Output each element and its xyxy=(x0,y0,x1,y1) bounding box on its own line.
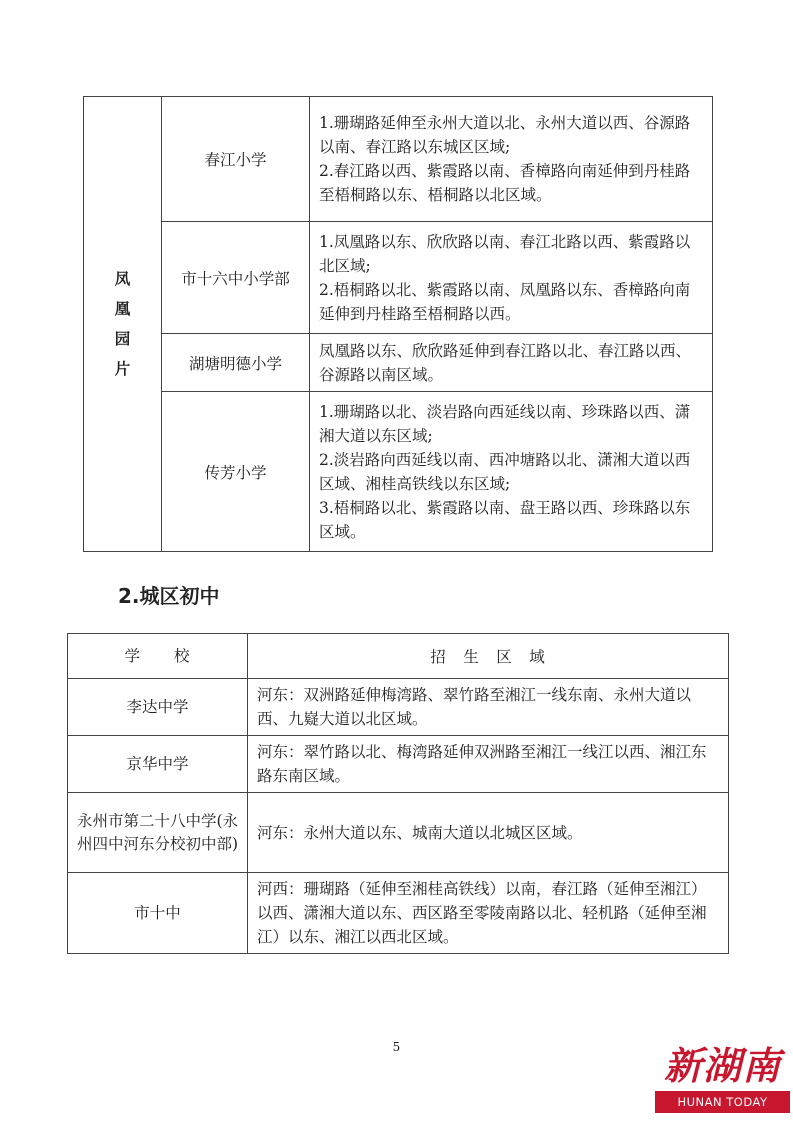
zone-text: 河东：双洲路延伸梅湾路、翠竹路至湘江一线东南、永州大道以西、九嶷大道以北区域。 xyxy=(248,679,729,736)
page-number: 5 xyxy=(392,1040,401,1054)
zone-cell xyxy=(310,97,713,222)
hunan-today-logo xyxy=(655,1035,790,1120)
school-name: 市十中 xyxy=(68,873,248,954)
table-row xyxy=(68,793,729,873)
table-row xyxy=(68,873,729,954)
zone-line: 1.珊瑚路以北、淡岩路向西延线以南、珍珠路以西、潇湘大道以东区域; xyxy=(319,402,691,445)
school-name: 市十六中小学部 xyxy=(162,222,310,334)
zone-text: 河东：翠竹路以北、梅湾路延伸双洲路至湘江一线江以西、湘江东路东南区域。 xyxy=(248,736,729,793)
table-middle-schools xyxy=(67,633,729,954)
logo-chinese-text: 新湖南 xyxy=(663,1044,781,1088)
zone-line: 1.凤凰路以东、欣欣路以南、春江北路以西、紫霞路以北区域; xyxy=(319,232,691,275)
region-label: 凤凰园片 xyxy=(114,269,131,378)
school-name: 李达中学 xyxy=(68,679,248,736)
table-primary-schools xyxy=(83,96,713,552)
zone-line: 3.梧桐路以北、紫霞路以南、盘王路以西、珍珠路以东区域。 xyxy=(319,498,691,541)
school-name: 湖塘明德小学 xyxy=(162,334,310,392)
school-name: 传芳小学 xyxy=(162,392,310,552)
zone-line: 1.珊瑚路延伸至永州大道以北、永州大道以西、谷源路以南、春江路以东城区区域; xyxy=(319,114,691,156)
table-row xyxy=(68,736,729,793)
school-name: 春江小学 xyxy=(162,97,310,222)
zone-cell xyxy=(310,392,713,552)
school-name: 永州市第二十八中学(永州四中河东分校初中部) xyxy=(68,793,248,873)
zone-line: 凤凰路以东、欣欣路延伸到春江路以北、春江路以西、谷源路以南区域。 xyxy=(319,341,692,384)
zone-cell xyxy=(310,334,713,392)
logo-english-text: HUNAN TODAY xyxy=(655,1091,790,1113)
zone-text: 河东：永州大道以东、城南大道以北城区区域。 xyxy=(248,793,729,873)
region-cell xyxy=(84,97,162,552)
header-zone: 招 生 区 域 xyxy=(248,634,729,679)
table-row xyxy=(68,679,729,736)
zone-line: 2.春江路以西、紫霞路以南、香樟路向南延伸到丹桂路至梧桐路以东、梧桐路以北区域。 xyxy=(319,162,691,204)
table-header-row xyxy=(68,634,729,679)
zone-text: 河西：珊瑚路（延伸至湘桂高铁线）以南，春江路（延伸至湘江）以西、潇湘大道以东、西区路至零陵南路以北、轻机路（延伸至湘江）以东、湘江以西北区域。 xyxy=(248,873,729,954)
zone-line: 2.梧桐路以北、紫霞路以南、凤凰路以东、香樟路向南延伸到丹桂路至梧桐路以西。 xyxy=(319,280,691,323)
school-name: 京华中学 xyxy=(68,736,248,793)
zone-line: 2.淡岩路向西延线以南、西冲塘路以北、潇湘大道以西区域、湘桂高铁线以东区域; xyxy=(319,450,691,493)
header-school: 学 校 xyxy=(68,634,248,679)
zone-cell xyxy=(310,222,713,334)
section-heading: 2.城区初中 xyxy=(118,584,220,608)
